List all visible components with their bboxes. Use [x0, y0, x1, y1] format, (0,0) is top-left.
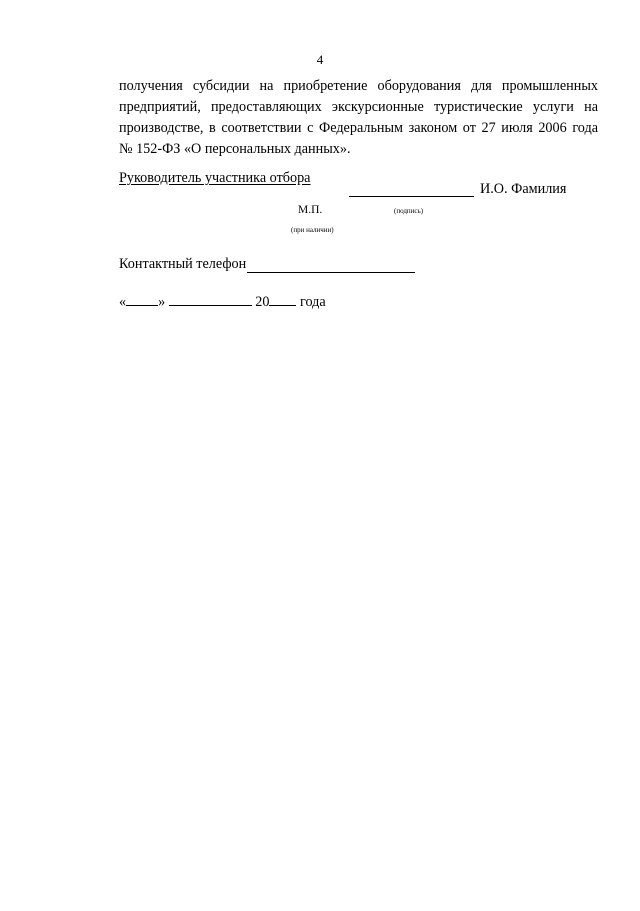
- stamp-label: М.П.: [298, 204, 323, 216]
- paragraph-line: получения субсидии на приобретение оборудования для промышленных: [119, 78, 598, 94]
- date-close-quote: »: [158, 294, 166, 310]
- paragraph-line: предприятий, предоставляющих экскурсионные туристические услуги на: [119, 99, 598, 115]
- consent-paragraph: [119, 76, 598, 160]
- paragraph-line: производстве, в соответствии с Федеральным законом от 27 июля 2006 года: [119, 120, 598, 136]
- page-number: 4: [316, 52, 324, 67]
- date-year-word: года: [300, 294, 326, 310]
- contact-phone-label: Контактный телефон: [119, 256, 247, 272]
- stamp-caption: (при наличии): [291, 226, 334, 234]
- signatory-name: И.О. Фамилия: [480, 181, 567, 197]
- date-row: [119, 292, 326, 311]
- contact-phone-line: [247, 272, 415, 273]
- head-of-participant-label: Руководитель участника отбора: [119, 170, 311, 186]
- month-blank: [169, 292, 252, 306]
- day-blank: [126, 292, 158, 306]
- signature-line: [349, 196, 474, 197]
- date-century: 20: [255, 294, 270, 310]
- signature-caption: (подпись): [394, 207, 424, 215]
- year-blank: [269, 292, 296, 306]
- date-open-quote: «: [119, 294, 127, 310]
- paragraph-line: № 152-ФЗ «О персональных данных».: [119, 141, 351, 157]
